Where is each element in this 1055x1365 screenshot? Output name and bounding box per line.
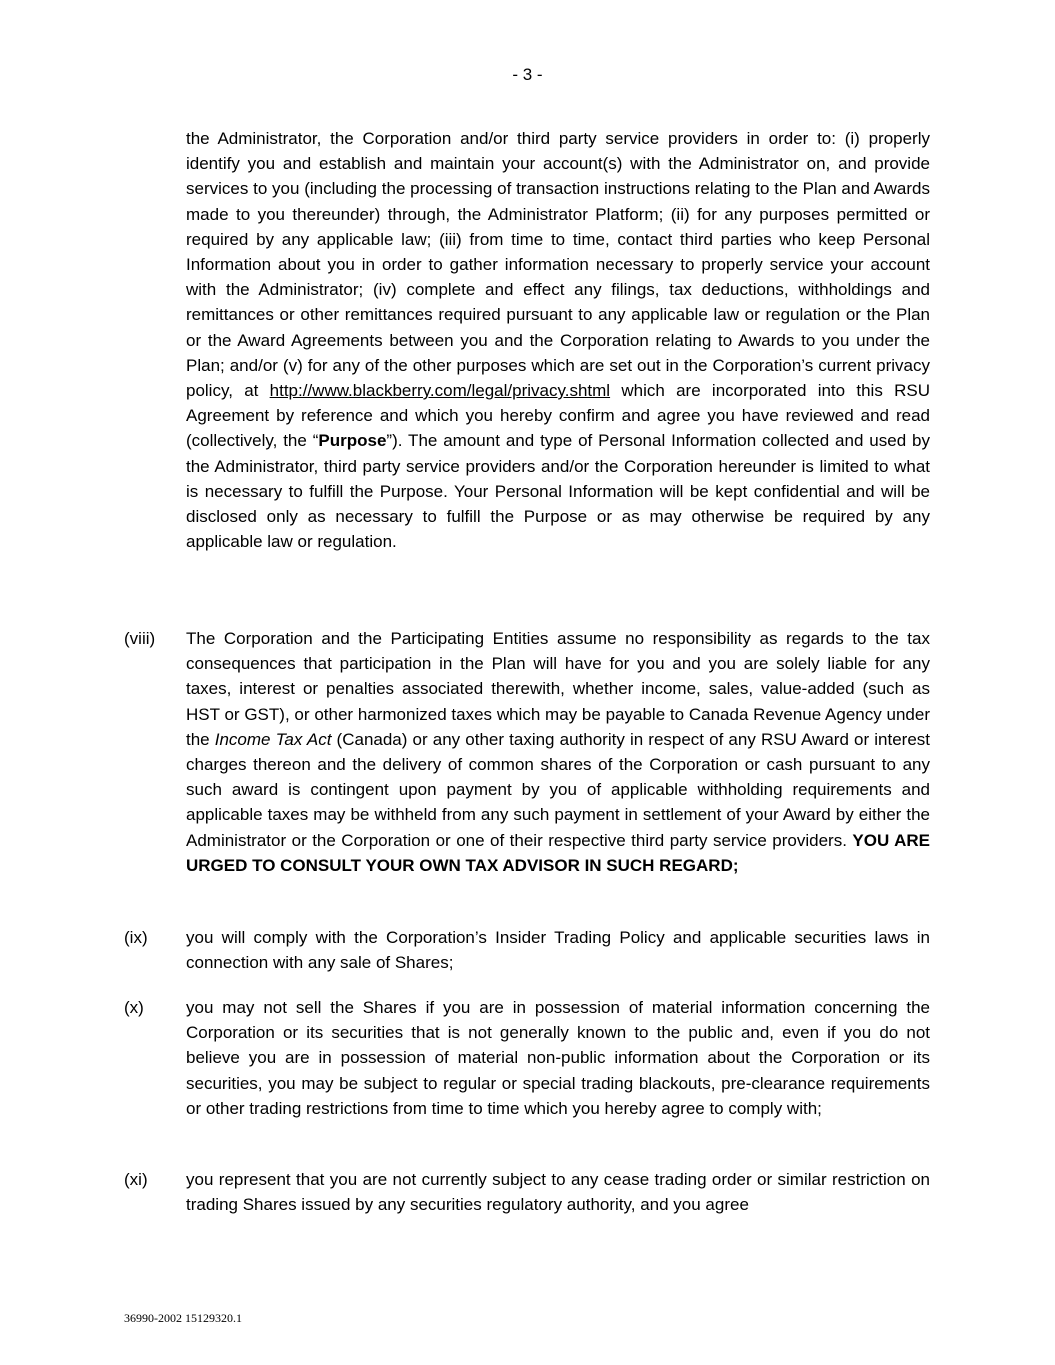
- intro-text-part3: ). The amount and type of Personal Information collected and used by the Administrator, third party service providers and/or the Corporation hereunder is limited to what is necessary to fulfill the Purpose. Your Personal Information will be kept confidential and will be disclosed only as necessary to fulfill the Purpose or as may otherwise be required by any applicable law or regulation.: [186, 431, 930, 552]
- clause-viii-text: [186, 626, 930, 878]
- intro-paragraph: [186, 126, 930, 554]
- tax-advisor-warning: YOU ARE URGED TO CONSULT YOUR OWN TAX ADVISOR IN SUCH REGARD;: [186, 830, 930, 875]
- close-quote: ”: [386, 431, 393, 451]
- document-footer-id: 36990-2002 15129320.1: [124, 1311, 242, 1325]
- intro-text-part2: which are incorporated into this RSU Agreement by reference and which you hereby confirm and agree you have reviewed and read (collectively, the: [186, 381, 930, 451]
- intro-text-part1: the Administrator, the Corporation and/or third party service providers in order to: (i) properly identify you and establish and maintain your account(s) with the Administrator on, and provide services to you (including the processing of transaction instructions relating to the Plan and Awards made to you thereunder) through, the Administrator Platform; (ii) for any purposes permitted or required by any applicable law; (iii) from time to time, contact third parties who keep Personal Information about you in order to gather information necessary to properly service your account with the Administrator; (iv) complete and effect any filings, tax deductions, withholdings and remittances or other remittances required pursuant to any applicable law or regulation or the Plan or the Award Agreements between you and the Corporation relating to Awards to you under the Plan; and/or (v) for any of the other purposes which are set out in the Corporation’s current privacy policy, at: [186, 129, 930, 401]
- open-quote: “: [312, 431, 319, 451]
- clause-viii-label: (viii): [124, 629, 156, 648]
- clause-xi-text: you represent that you are not currently subject to any cease trading order or similar restriction on trading Shares issued by any securities regulatory authority, and you agree: [186, 1170, 930, 1215]
- clause-x-label: (x): [124, 998, 144, 1017]
- clause-xi-label: (xi): [124, 1170, 148, 1189]
- clause-x-text: you may not sell the Shares if you are in possession of material information concerning the Corporation or its securities that is not generally known to the public and, even if you do not believe you are in possession of material non-public information about the Corporation or its securities, you may be subject to regular or special trading blackouts, pre-clearance requirements or other trading restrictions from time to time which you hereby agree to comply with;: [186, 998, 930, 1118]
- page-number: - 3 -: [512, 65, 543, 84]
- purpose-defined-term: Purpose: [318, 431, 387, 451]
- privacy-policy-link[interactable]: http://www.blackberry.com/legal/privacy.shtml: [269, 381, 611, 401]
- clause-ix-label: (ix): [124, 928, 148, 947]
- clause-viii-part2: (Canada) or any other taxing authority in respect of any RSU Award or interest charges thereon and the delivery of common shares of the Corporation or cash pursuant to any such award is contingent upon payment by you of applicable withholding requirements and applicable taxes may be withheld from any such payment in settlement of your Award by either the Administrator or the Corporation or one of their respective third party service providers.: [186, 729, 930, 850]
- income-tax-act-title: Income Tax Act: [214, 729, 332, 749]
- clause-viii-part1: The Corporation and the Participating Entities assume no responsibility as regards to the tax consequences that participation in the Plan will have for you and you are solely liable for any taxes, interest or penalties associated therewith, whether income, sales, value-added (such as HST or GST), or other harmonized taxes which may be payable to Canada Revenue Agency under the: [186, 629, 930, 749]
- clause-ix-text: you will comply with the Corporation’s Insider Trading Policy and applicable securities laws in connection with any sale of Shares;: [186, 928, 930, 973]
